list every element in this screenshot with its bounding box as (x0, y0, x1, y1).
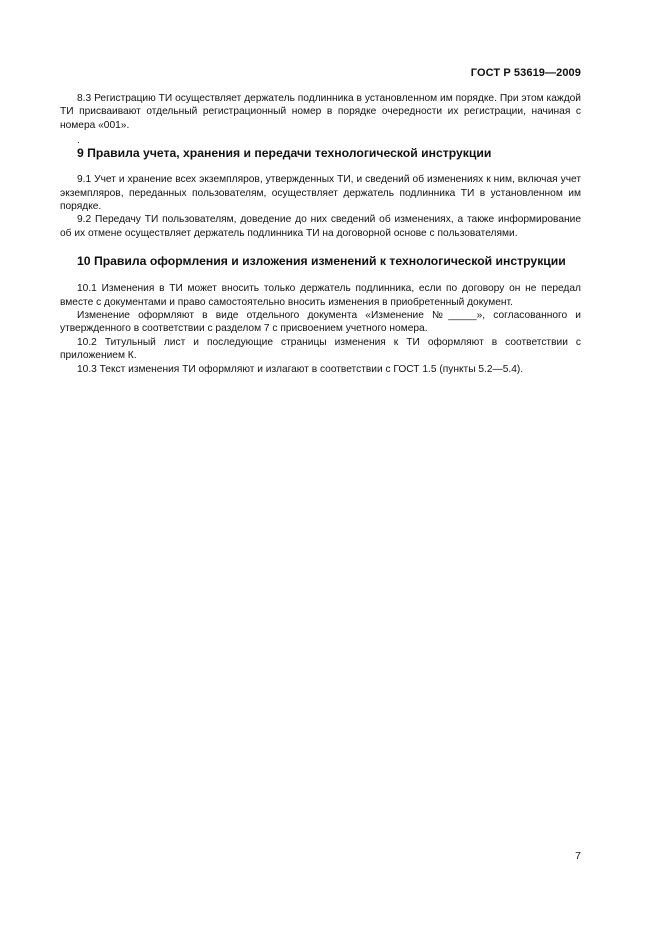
document-body (60, 92, 581, 376)
section-9-heading-block (60, 135, 581, 161)
section-10-heading-block (60, 254, 581, 269)
stray-dot-mark: . (77, 135, 80, 147)
section-9-title: 9 Правила учета, хранения и передачи технологической инструкции (77, 146, 492, 161)
paragraph-10-1: 10.1 Изменения в ТИ может вносить только держатель подлинника, если по договору он не передал вместе с документами и право самостоятельно вносить изменения в приобретенный документ. (60, 283, 581, 308)
paragraph-10-1-change: Изменение оформляют в виде отдельного документа «Изменение №_____», согласованного и утвержденного в соответствии с разделом 7 с присвоением учетного номера. (60, 310, 581, 335)
page-number: 7 (575, 850, 581, 862)
paragraph-8-3: 8.3 Регистрацию ТИ осуществляет держатель подлинника в установленном им порядке. При этом каждой ТИ присваивают отдельный регистрационный номер в порядке очередности их регистрации, начиная с номера «001». (60, 93, 581, 131)
paragraph-10-2: 10.2 Титульный лист и последующие страницы изменения к ТИ оформляют в соответствии с приложением К. (60, 336, 581, 362)
standard-id-header: ГОСТ Р 53619—2009 (470, 67, 581, 79)
paragraph-9-2: 9.2 Передачу ТИ пользователям, доведение до них сведений об изменениях, а также информирование об их отмене осуществляет держатель подлинника ТИ на договорной основе с пользователями. (60, 214, 581, 239)
paragraph-10-3: 10.3 Текст изменения ТИ оформляют и излагают в соответствии с ГОСТ 1.5 (пункты 5.2—5.4). (77, 363, 524, 375)
paragraph-9-1: 9.1 Учет и хранение всех экземпляров, утвержденных ТИ, и сведений об изменениях к ним, включая учет экземпляров, переданных пользователям, осуществляет держатель подлинника ТИ в установленном им порядке. (60, 174, 581, 213)
section-10-title: 10 Правила оформления и изложения изменений к технологической инструкции (77, 254, 566, 269)
